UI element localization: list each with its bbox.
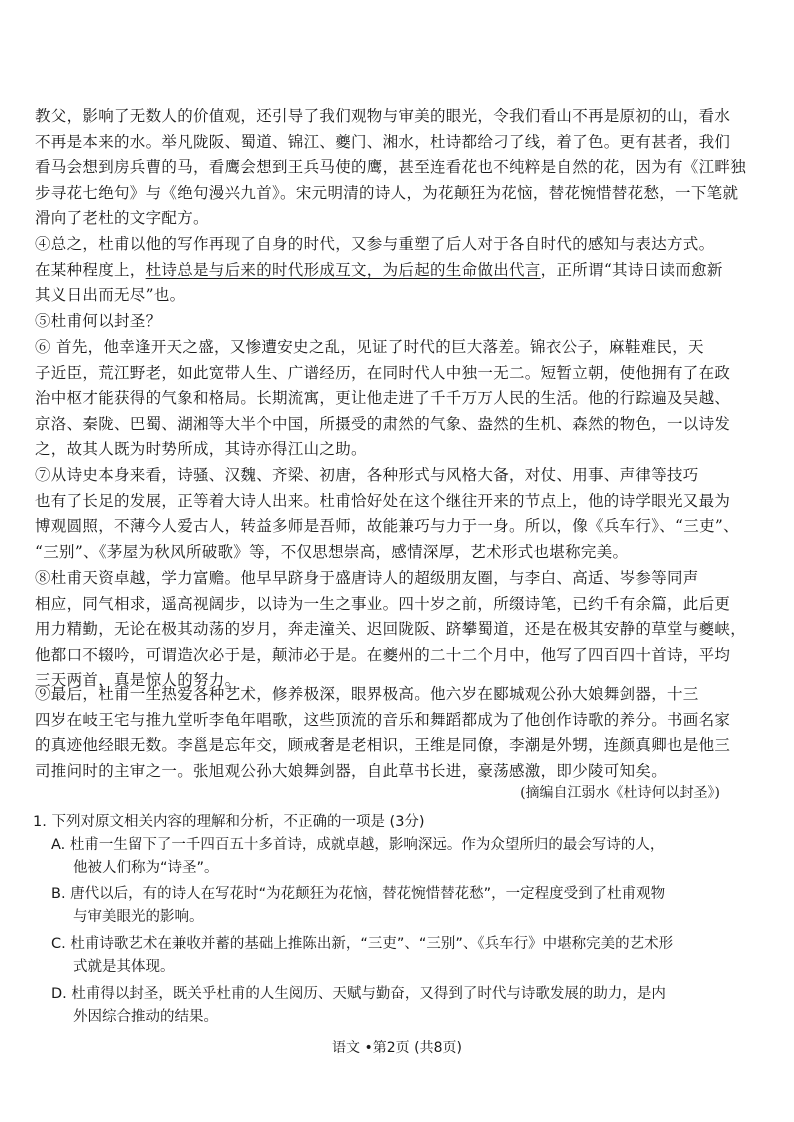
option-b[interactable] bbox=[51, 883, 761, 929]
text-line: 用力精勤，无论在极其动荡的岁月，奔走潼关、迟回陇阪、跻攀蜀道，还是在极其安静的草堂与夔峡， bbox=[35, 620, 747, 638]
option-line: A. 杜甫一生留下了一千四百五十多首诗，成就卓越，影响深远。作为众望所归的最会写诗的人， bbox=[51, 837, 665, 853]
text-line: 治中枢才能获得的气象和格局。长期流寓，更让他走进了千千万万人民的生活。他的行踪遍及吴越、 bbox=[35, 389, 731, 407]
text-line: 博观圆照，不薄今人爱古人，转益多师是吾师，故能兼巧与力于一身。所以，像《兵车行》、“三吏”、 bbox=[35, 517, 739, 535]
passage-paragraph-6 bbox=[35, 335, 757, 463]
text-line: ⑧杜甫天资卓越，学力富赡。他早早跻身于盛唐诗人的超级朋友圈，与李白、高适、岑参等同声 bbox=[35, 569, 699, 587]
text-line: 司推问时的主审之一。张旭观公孙大娘舞剑器，自此草书长进，豪荡感激，即少陵可知矣。 bbox=[35, 761, 668, 780]
text-line: 子近臣，荒江野老，如此宽带人生、广谱经历，在同时代人中独一无二。短暂立朝，使他拥有了在政 bbox=[35, 363, 731, 382]
passage-paragraph-5 bbox=[35, 309, 757, 335]
text-fragment: ，正所谓“其诗日读而愈新 bbox=[540, 260, 723, 279]
question-stem bbox=[33, 811, 763, 834]
passage-paragraph-3-cont bbox=[35, 104, 757, 232]
text-line: 四岁在岐王宅与推九堂听李龟年唱歌，这些顶流的音乐和舞蹈都成为了他创作诗歌的养分。书画名家 bbox=[35, 710, 731, 729]
option-d[interactable] bbox=[51, 983, 761, 1029]
text-line: “三别”、《茅屋为秋风所破歌》等，不仅思想崇高，感情深厚，艺术形式也堪称完美。 bbox=[35, 542, 629, 561]
text-line: 的真迹他经眼无数。李邕是忘年交，顾戒奢是老相识，王维是同僚，李潮是外甥，连颜真卿也是他三 bbox=[35, 736, 731, 754]
option-line: B. 唐代以后，有的诗人在写花时“为花颠狂为花恼，替花惋惜替花愁”，一定程度受到了杜甫观物 bbox=[51, 886, 666, 902]
text-line: ④总之，杜甫以他的写作再现了自身的时代，又参与重塑了后人对于各自时代的感知与表达方式。 bbox=[35, 235, 715, 253]
passage-paragraph-9 bbox=[35, 682, 757, 784]
text-line: ⑨最后，杜甫一生热爱各种艺术，修养极深，眼界极高。他六岁在郾城观公孙大娘舞剑器，十三 bbox=[35, 685, 699, 703]
text-line: ⑥ 首先，他幸逢开天之盛，又惨遭安史之乱，见证了时代的巨大落差。锦衣公子，麻鞋难民，天 bbox=[35, 338, 704, 356]
text-line: 滑向了老杜的文字配方。 bbox=[35, 209, 209, 227]
underlined-sentence: 杜诗总是与后来的时代形成互文，为后起的生命做出代言 bbox=[145, 260, 541, 279]
text-line: ⑦从诗史本身来看，诗骚、汉魏、齐梁、初唐，各种形式与风格大备，对仗、用事、声律等技巧 bbox=[35, 466, 699, 484]
option-line: 外因综合推动的结果。 bbox=[73, 1009, 218, 1025]
passage-paragraph-4 bbox=[35, 232, 757, 309]
text-line bbox=[35, 258, 757, 284]
option-line: 式就是其体现。 bbox=[73, 959, 175, 975]
option-c[interactable] bbox=[51, 933, 761, 979]
question-text: 1. 下列对原文相关内容的理解和分析，不正确的一项是 (3分) bbox=[33, 814, 425, 830]
text-line: 他都口不辍吟，可谓造次必于是，颠沛必于是。在夔州的二十二个月中，他写了四百四十首诗，平均 bbox=[35, 645, 731, 664]
option-line: D. 杜甫得以封圣，既关乎杜甫的人生阅历、天赋与勤奋，又得到了时代与诗歌发展的助力，是内 bbox=[51, 986, 666, 1002]
page-footer: 语文 •第2页 (共8页) bbox=[332, 1040, 462, 1056]
section-question: ⑤杜甫何以封圣？ bbox=[35, 312, 162, 330]
passage-paragraph-7 bbox=[35, 463, 757, 565]
text-line: 京洛、秦陇、巴蜀、湖湘等大半个中国，所摄受的肃然的气象、盎然的生机、森然的物色，一以诗发 bbox=[35, 414, 731, 433]
option-a[interactable] bbox=[51, 834, 761, 880]
text-line: 不再是本来的水。举凡陇阪、蜀道、锦江、夔门、湘水，杜诗都给刁了线，着了色。更有甚者，我们 bbox=[35, 132, 731, 151]
text-line: 看马会想到房兵曹的马，看鹰会想到王兵马使的鹰，甚至连看花也不纯粹是自然的花，因为有《江畔独 bbox=[35, 158, 747, 176]
text-line: 之，故其人既为时势所成，其诗亦得江山之助。 bbox=[35, 440, 367, 458]
text-line: 相应，同气相求，遥高视阔步，以诗为一生之事业。四十岁之前，所缀诗笔，已约千有余篇，此后更 bbox=[35, 594, 731, 613]
option-line: 与审美眼光的影响。 bbox=[73, 909, 204, 925]
text-line: 教父，影响了无数人的价值观，还引导了我们观物与审美的眼光，令我们看山不再是原初的山，看水 bbox=[35, 107, 731, 125]
option-line: 他被人们称为“诗圣”。 bbox=[73, 860, 219, 876]
text-line: 其义日出而无尽”也。 bbox=[35, 286, 186, 304]
text-line: 也有了长足的发展，正等着大诗人出来。杜甫恰好处在这个继往开来的节点上，他的诗学眼光又最为 bbox=[35, 491, 731, 510]
text-fragment: 在某种程度上， bbox=[35, 260, 146, 279]
text-line: 三天两首，真是惊人的努力。 bbox=[35, 671, 241, 689]
passage-paragraph-8 bbox=[35, 566, 757, 694]
passage-source: (摘编自江弱水《杜诗何以封圣》) bbox=[520, 785, 720, 801]
option-line: C. 杜甫诗歌艺术在兼收并蓄的基础上推陈出新，“三吏”、“三别”、《兵车行》中堪称完美的艺术形 bbox=[51, 936, 674, 952]
text-line: 步寻花七绝句》与《绝句漫兴九首》。宋元明清的诗人，为花颠狂为花恼，替花惋惜替花愁，一下笔就 bbox=[35, 183, 739, 202]
